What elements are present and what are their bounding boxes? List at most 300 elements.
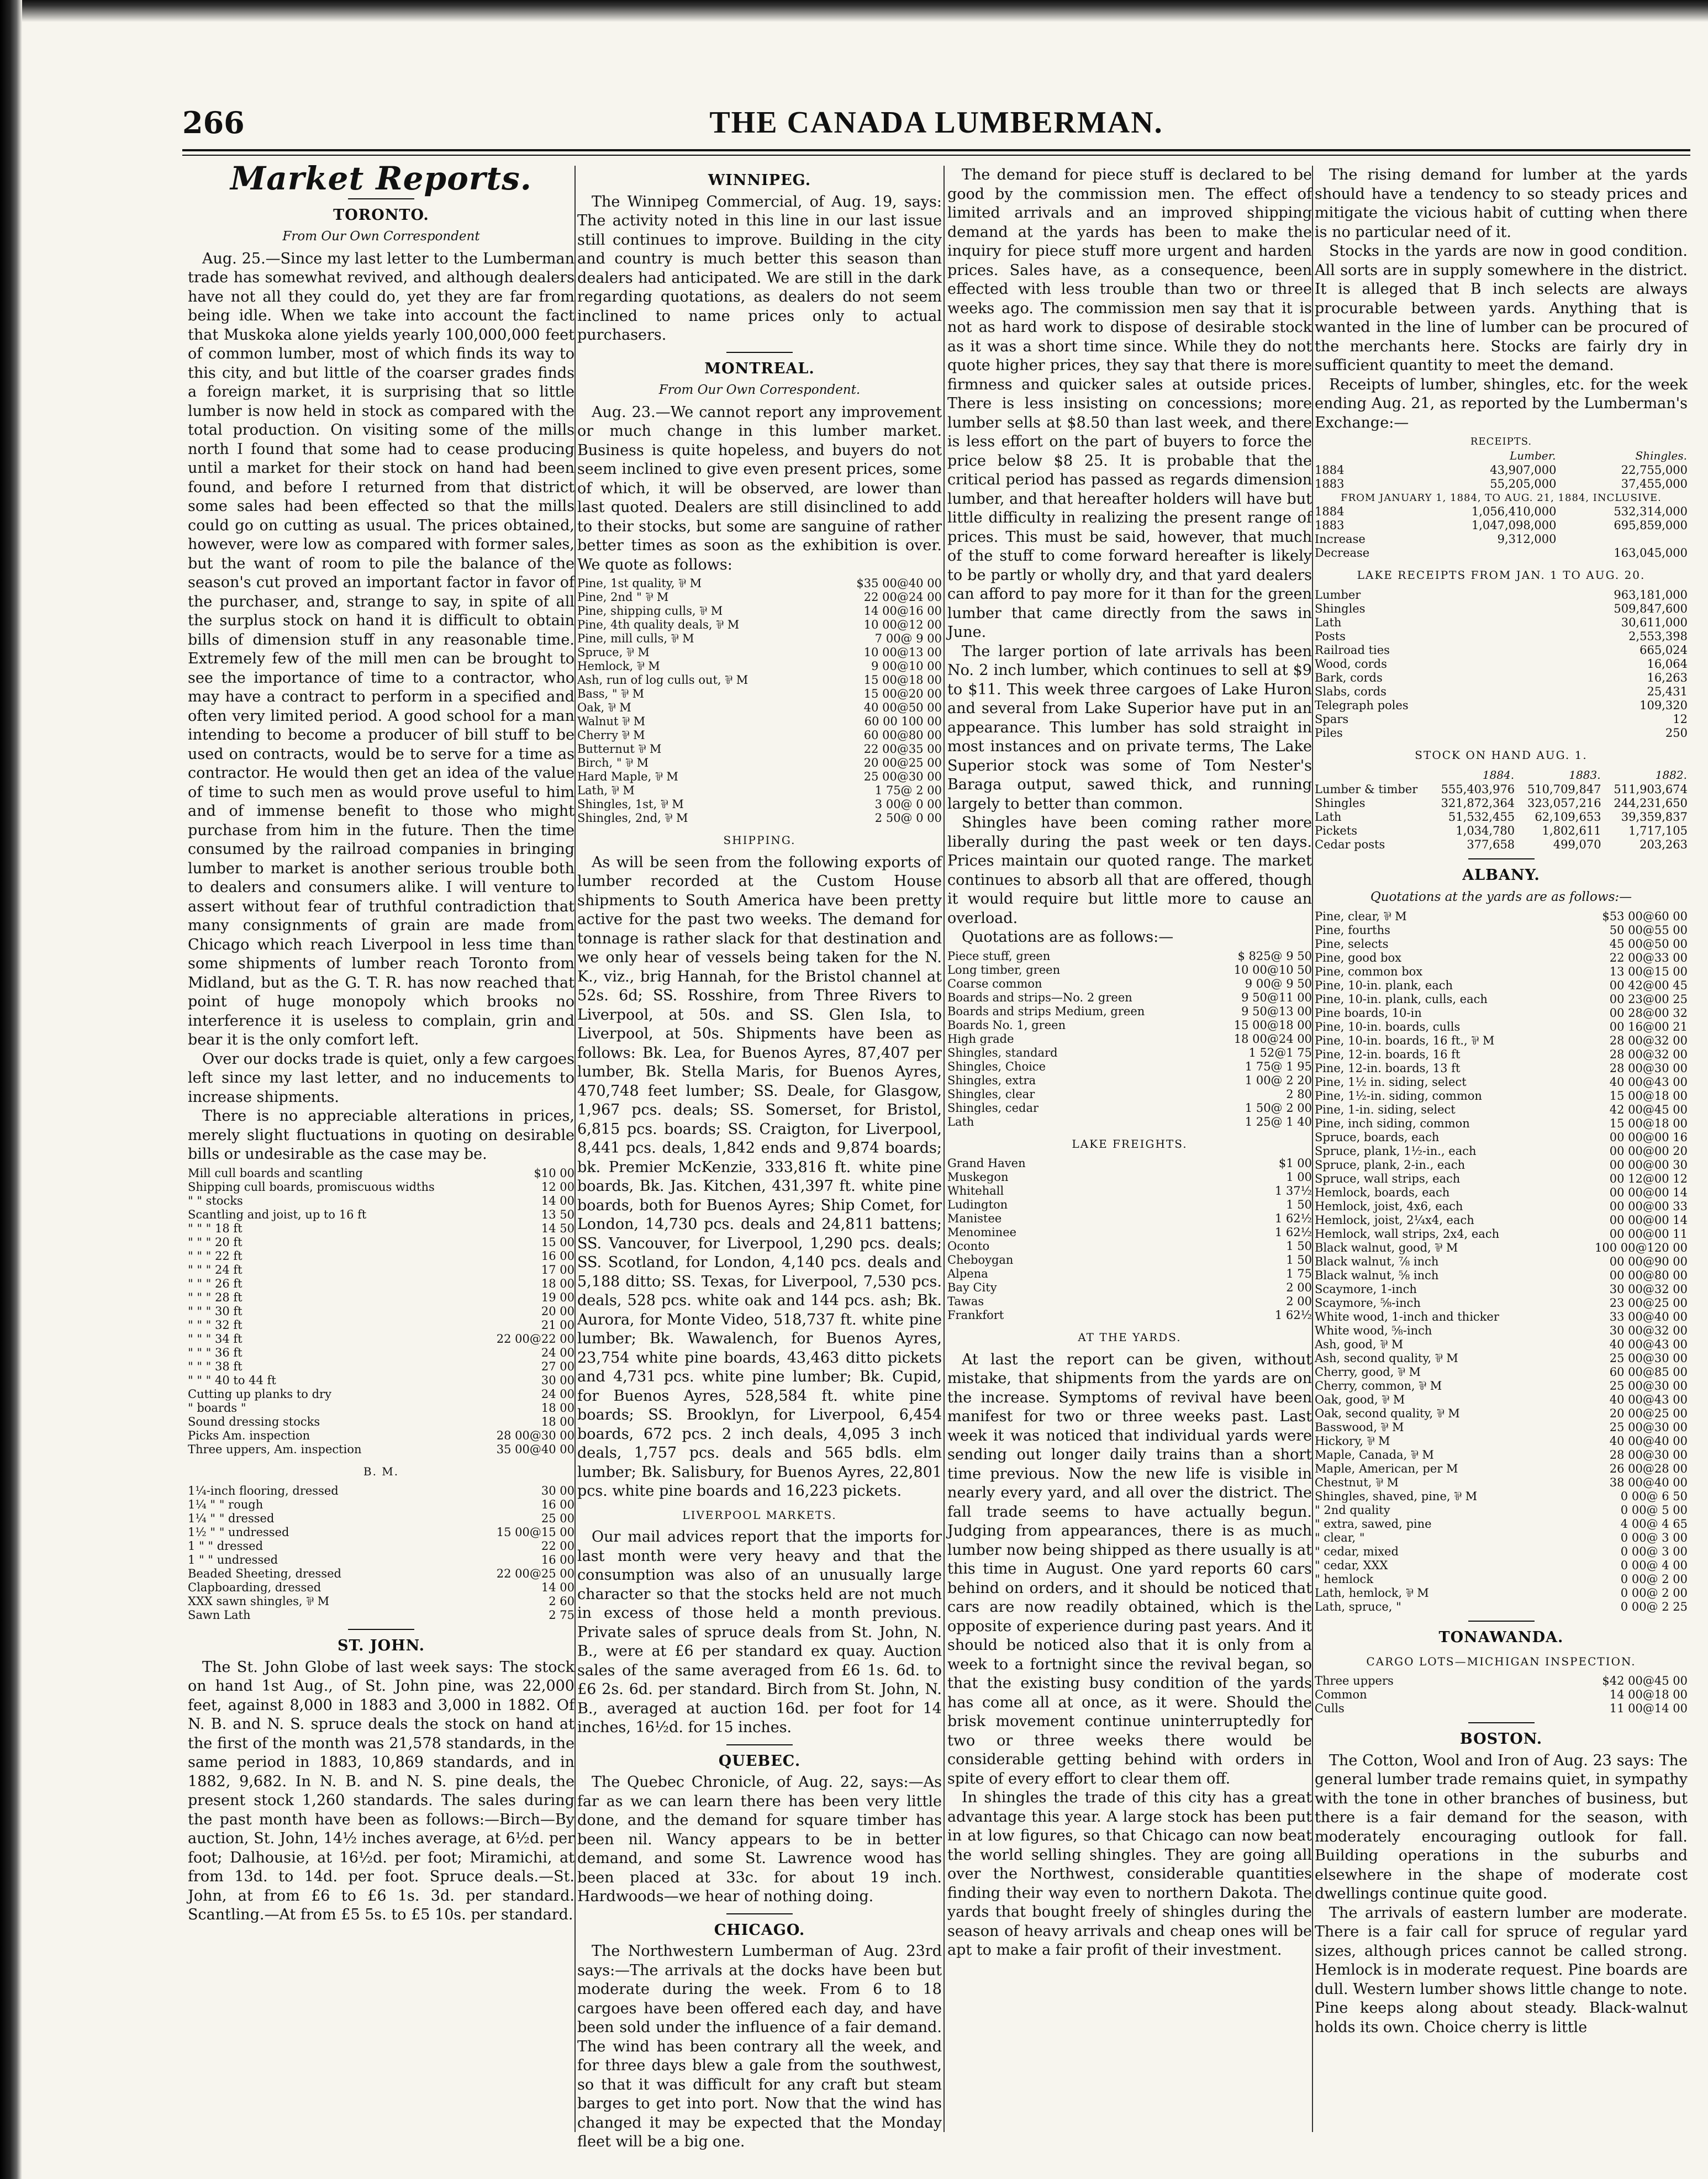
row-value: 25 00@30 00 xyxy=(1609,1421,1688,1434)
table-row xyxy=(188,1374,574,1387)
row-value: $35 00@40 00 xyxy=(856,577,942,590)
table-row xyxy=(1315,1144,1688,1158)
table-row xyxy=(1315,546,1688,560)
row-value: 22 00@24 00 xyxy=(863,590,942,604)
table-row xyxy=(1315,796,1688,810)
row-label: Cutting up planks to dry xyxy=(188,1387,331,1401)
receipts-heading xyxy=(1315,435,1688,449)
article-paragraph: The arrivals of eastern lumber are moderate. There is a fair call for spruce of regular yard sizes, although prices cannot be called strong. Hemlock is in moderate request. Pine boards are dull. Western lumber shows little change to note. Pine keeps along about steady. Black-walnut holds its own. Choice cherry is little xyxy=(1315,1904,1688,2036)
table-row xyxy=(947,1019,1312,1032)
row-value: 13 50 xyxy=(541,1207,574,1221)
row-label: Common xyxy=(1315,1688,1367,1701)
divider xyxy=(1468,1621,1535,1622)
row-value: 2 60 xyxy=(549,1595,574,1608)
table-row xyxy=(188,1180,574,1194)
table-row xyxy=(188,1401,574,1415)
row-value: 1 62½ xyxy=(1274,1226,1312,1239)
row-value: 9 50@13 00 xyxy=(1241,1004,1312,1018)
row-label: Beaded Sheeting, dressed xyxy=(188,1567,341,1580)
row-value: 2 00 xyxy=(1286,1295,1312,1308)
row-value: 0 00@ 3 00 xyxy=(1620,1545,1688,1558)
row-label: Muskegon xyxy=(947,1170,1009,1184)
row-label: " " " 36 ft xyxy=(188,1346,243,1359)
row-value: 100 00@120 00 xyxy=(1595,1241,1688,1254)
table-row xyxy=(1315,1089,1688,1103)
row-value: 0 00@ 2 00 xyxy=(1620,1586,1688,1600)
article-paragraph: Receipts of lumber, shingles, etc. for the week ending Aug. 21, as reported by the Lumberman's Exchange:— xyxy=(1315,376,1688,431)
table-row xyxy=(188,1194,574,1208)
toronto-price-table xyxy=(188,1167,574,1457)
row-label: Wood, cords xyxy=(1315,657,1387,671)
table-row xyxy=(947,1005,1312,1019)
divider xyxy=(1468,1722,1535,1723)
table-row xyxy=(1315,1034,1688,1048)
row-value: 00 00@00 16 xyxy=(1609,1131,1688,1144)
row-label: Pine, good box xyxy=(1315,951,1401,964)
table-row xyxy=(577,701,942,715)
row-value: 23 00@25 00 xyxy=(1609,1296,1688,1310)
table-row xyxy=(188,1277,574,1291)
divider xyxy=(726,1913,793,1914)
row-label: " " " 24 ft xyxy=(188,1263,243,1276)
row-label: Pine, common box xyxy=(1315,965,1423,978)
table-row xyxy=(1315,1545,1688,1559)
row-label: " " stocks xyxy=(188,1194,243,1207)
row-value: 40 00@43 00 xyxy=(1609,1338,1688,1351)
row-value: 9,312,000 xyxy=(1497,532,1557,546)
row-value: 50 00@55 00 xyxy=(1609,924,1688,937)
row-label: " " " 28 ft xyxy=(188,1290,243,1304)
row-value: 25 00@30 00 xyxy=(863,770,942,783)
row-value: 33 00@40 00 xyxy=(1609,1310,1688,1323)
column-2 xyxy=(577,166,942,2150)
row-value: 22 00@35 00 xyxy=(863,742,942,756)
row-value: 963,181,000 xyxy=(1614,588,1688,602)
divider xyxy=(726,1744,793,1745)
row-label: Oak, second quality, ⅌ M xyxy=(1315,1407,1460,1420)
row-label: White wood, 1-inch and thicker xyxy=(1315,1310,1499,1323)
row-label: Cedar posts xyxy=(1315,838,1385,851)
row-label: Scaymore, ⅝-inch xyxy=(1315,1296,1421,1310)
table-row xyxy=(188,1305,574,1318)
table-row xyxy=(1315,726,1688,740)
row-value: 14 00@16 00 xyxy=(863,604,942,618)
row-label: Whitehall xyxy=(947,1184,1004,1197)
row-value: 1,802,611 xyxy=(1542,824,1601,837)
row-label: Boards No. 1, green xyxy=(947,1018,1066,1032)
table-row xyxy=(947,1281,1312,1295)
table-row xyxy=(1315,1324,1688,1338)
row-label: Pine, 1st quality, ⅌ M xyxy=(577,577,702,590)
stock-header-row xyxy=(1315,768,1688,783)
row-label: Spruce, plank, 2-in., each xyxy=(1315,1158,1465,1172)
row-value: 15 00@20 00 xyxy=(863,687,942,700)
article-paragraph: The rising demand for lumber at the yards should have a tendency to so steady prices and mitigate the vicious habit of cutting when there is no particular need of it. xyxy=(1315,166,1688,241)
divider xyxy=(348,1629,414,1630)
row-value: 25 00@30 00 xyxy=(1609,1379,1688,1392)
article-paragraph: The Winnipeg Commercial, of Aug. 19, says: The activity noted in this line in our last issue still continues to improve. Building in the city and country is much better this season than dealers had anticipated. We are still in the dark regarding quotations, as dealers do not seem inclined to name prices only to actual purchasers. xyxy=(577,193,942,344)
row-label: Black walnut, good, ⅌ M xyxy=(1315,1241,1458,1254)
row-label: Shingles, extra xyxy=(947,1073,1036,1087)
row-value: 62,109,653 xyxy=(1535,810,1601,824)
row-value: 2,553,398 xyxy=(1628,629,1688,643)
row-label: Cherry, good, ⅌ M xyxy=(1315,1365,1421,1379)
row-label: " " " 20 ft xyxy=(188,1235,243,1249)
row-label: " " " 34 ft xyxy=(188,1332,243,1346)
table-row xyxy=(1315,1490,1688,1503)
row-label: Lumber & timber xyxy=(1315,783,1418,796)
table-row xyxy=(1315,519,1688,532)
row-value: 1 50@ 2 00 xyxy=(1245,1101,1312,1115)
row-value: 532,314,000 xyxy=(1614,505,1688,518)
row-value: 1 00 xyxy=(1286,1170,1312,1184)
row-label: Pine, 10-in. plank, culls, each xyxy=(1315,993,1488,1006)
row-value: 30 00 xyxy=(541,1484,574,1497)
table-row xyxy=(1315,783,1688,796)
row-label: Pine, 1½-in. siding, common xyxy=(1315,1089,1482,1102)
row-label: Shingles, shaved, pine, ⅌ M xyxy=(1315,1490,1478,1503)
table-row xyxy=(947,1032,1312,1046)
table-row xyxy=(1315,630,1688,643)
row-label: " 2nd quality xyxy=(1315,1503,1390,1517)
row-value: 2 75 xyxy=(549,1608,574,1622)
table-row xyxy=(947,977,1312,991)
row-label: Grand Haven xyxy=(947,1157,1026,1170)
table-row xyxy=(947,1309,1312,1322)
row-label: Shingles, 2nd, ⅌ M xyxy=(577,811,688,825)
row-label: 1883 xyxy=(1315,477,1345,490)
row-label: " hemlock xyxy=(1315,1573,1374,1586)
table-row xyxy=(577,604,942,618)
tonawanda-heading: TONAWANDA. xyxy=(1438,1629,1564,1646)
masthead-title: THE CANADA LUMBERMAN. xyxy=(709,105,1163,140)
article-paragraph: At last the report can be given, without mistake, that shipments from the yards are on the increase. Symptoms of revival have been manifest for two or three weeks past. Last week it was noticed that individual yards were sending out longer daily trains than a short time previous. Now the new life is visible in nearly every yard, and all over the district. The fall trade seems to have actually begun. Judging from appearances, there is as much lumber now being shipped as there usually is at this time in August. One yard reports 60 cars behind on orders, and it should be noticed that cars are now readily obtained, which is the opposite of experience during past years. And it should be noticed also that it is only from a week to a fortnight since the revival began, so that the existing busy condition of the yards has come all at once, as it were. Should the brisk movement continue uninterruptedly for two or three weeks there would be considerable getting behind with orders in spite of every effort to clear them off. xyxy=(947,1350,1312,1787)
row-value xyxy=(1406,546,1556,560)
row-label: Spruce, boards, each xyxy=(1315,1131,1440,1144)
table-row xyxy=(1315,1062,1688,1075)
table-row xyxy=(947,1212,1312,1226)
row-label: Coarse common xyxy=(947,977,1042,990)
row-value: 13 00@15 00 xyxy=(1609,965,1688,978)
row-value: 30,611,000 xyxy=(1621,615,1688,629)
row-value: 11 00@14 00 xyxy=(1609,1702,1688,1715)
row-label: Sound dressing stocks xyxy=(188,1415,320,1428)
table-row xyxy=(188,1539,574,1553)
row-label: Three uppers, Am. inspection xyxy=(188,1442,362,1456)
table-row xyxy=(188,1208,574,1222)
table-row xyxy=(577,784,942,798)
table-row xyxy=(947,1088,1312,1101)
row-value: 12 xyxy=(1673,712,1688,726)
row-label: Cheboygan xyxy=(947,1253,1014,1267)
table-row xyxy=(188,1443,574,1457)
table-row xyxy=(1315,532,1688,546)
table-row xyxy=(947,1184,1312,1198)
winnipeg-heading: WINNIPEG. xyxy=(708,172,811,189)
table-row xyxy=(577,646,942,659)
row-value: 15 00 xyxy=(541,1235,574,1249)
albany-heading: ALBANY. xyxy=(1462,867,1540,884)
row-value: 665,024 xyxy=(1640,643,1688,657)
row-label: Lath xyxy=(1315,810,1342,824)
table-row xyxy=(1315,1600,1688,1614)
row-label: " " " 26 ft xyxy=(188,1276,243,1290)
table-row xyxy=(947,1239,1312,1253)
row-value: 22 00@22 00 xyxy=(496,1332,574,1346)
row-value: 15 00@18 00 xyxy=(1609,1117,1688,1130)
column-4 xyxy=(1315,166,1688,2132)
row-value: 00 00@00 14 xyxy=(1609,1186,1688,1199)
row-value: $42 00@45 00 xyxy=(1602,1674,1688,1687)
row-label: Pine, inch siding, common xyxy=(1315,1117,1470,1130)
row-label: Frankfort xyxy=(947,1309,1004,1322)
table-row xyxy=(947,1295,1312,1309)
montreal-byline: From Our Own Correspondent. xyxy=(658,383,861,397)
row-label: " " " 22 ft xyxy=(188,1249,243,1263)
row-label: Culls xyxy=(1315,1702,1345,1715)
quebec-heading: QUEBEC. xyxy=(718,1752,801,1770)
column-header: Lumber. xyxy=(1509,449,1556,462)
table-row xyxy=(188,1595,574,1608)
table-row xyxy=(1315,1365,1688,1379)
row-value: 163,045,000 xyxy=(1614,546,1688,560)
row-value: 27 00 xyxy=(541,1359,574,1373)
row-value: 511,903,674 xyxy=(1614,783,1688,796)
row-value: 30 00 xyxy=(541,1373,574,1387)
row-value: 25 00 xyxy=(541,1512,574,1525)
row-label: Lath, ⅌ M xyxy=(577,784,635,797)
section-title: Market Reports. xyxy=(230,160,532,197)
table-row xyxy=(577,756,942,770)
table-row xyxy=(1315,937,1688,951)
row-label: 1¼-inch flooring, dressed xyxy=(188,1484,339,1497)
row-value: 1 50 xyxy=(1286,1239,1312,1253)
row-value: 377,658 xyxy=(1467,838,1515,851)
row-value: $ 825@ 9 50 xyxy=(1237,949,1312,963)
table-row xyxy=(188,1498,574,1512)
column-header xyxy=(1315,449,1406,463)
table-row xyxy=(1315,1393,1688,1407)
row-value: 15 00@18 00 xyxy=(863,673,942,687)
row-value: 24 00 xyxy=(541,1387,574,1401)
table-row xyxy=(947,1101,1312,1115)
row-value: 24 00 xyxy=(541,1346,574,1359)
table-row xyxy=(947,1198,1312,1212)
table-row xyxy=(1315,1559,1688,1573)
page-number: 266 xyxy=(182,105,245,140)
row-value: 16,064 xyxy=(1647,657,1688,671)
table-row xyxy=(1315,588,1688,602)
row-label: Ash, second quality, ⅌ M xyxy=(1315,1352,1458,1365)
row-label: Oconto xyxy=(947,1239,990,1253)
row-label: Shingles xyxy=(1315,602,1366,615)
row-value: 15 00@18 00 xyxy=(1233,1018,1312,1032)
row-label: Posts xyxy=(1315,629,1346,643)
table-row xyxy=(1315,657,1688,671)
table-row xyxy=(577,577,942,590)
row-value: 19 00 xyxy=(541,1290,574,1304)
row-label: Pine, 2nd " ⅌ M xyxy=(577,590,669,604)
row-label: Oak, ⅌ M xyxy=(577,701,631,714)
table-row xyxy=(577,798,942,811)
row-label: Ash, good, ⅌ M xyxy=(1315,1338,1404,1351)
table-row xyxy=(188,1429,574,1443)
row-label: Shingles, standard xyxy=(947,1046,1058,1059)
row-value: 25 00@30 00 xyxy=(1609,1352,1688,1365)
table-row xyxy=(1315,1407,1688,1421)
row-label: Hickory, ⅌ M xyxy=(1315,1434,1390,1448)
row-label: Spruce, plank, 1½-in., each xyxy=(1315,1144,1477,1158)
row-label: Pine, 1½ in. siding, select xyxy=(1315,1075,1467,1089)
table-row xyxy=(947,991,1312,1005)
row-value: 1 50 xyxy=(1286,1198,1312,1211)
table-row xyxy=(1315,1172,1688,1186)
row-label: Menominee xyxy=(947,1226,1017,1239)
row-value: 18 00@24 00 xyxy=(1233,1032,1312,1046)
row-value: 20 00@25 00 xyxy=(863,756,942,769)
row-value: 42 00@45 00 xyxy=(1609,1103,1688,1116)
table-row xyxy=(577,659,942,673)
table-row xyxy=(188,1512,574,1526)
table-row xyxy=(577,715,942,729)
row-label: Pine, clear, ⅌ M xyxy=(1315,910,1407,923)
table-row xyxy=(577,618,942,632)
row-value: 0 00@ 2 00 xyxy=(1620,1573,1688,1586)
row-value: 0 00@ 5 00 xyxy=(1620,1503,1688,1517)
row-label: Pine boards, 10-in xyxy=(1315,1006,1422,1020)
table-row xyxy=(1315,1531,1688,1545)
row-value: 695,859,000 xyxy=(1614,519,1688,532)
row-value: 28 00@30 00 xyxy=(1609,1062,1688,1075)
table-row xyxy=(947,1046,1312,1060)
table-row xyxy=(1315,1379,1688,1393)
table-row xyxy=(577,742,942,756)
table-row xyxy=(1315,1338,1688,1352)
row-label: Hemlock, joist, 4x6, each xyxy=(1315,1200,1463,1213)
column-header: 1882. xyxy=(1655,768,1687,782)
row-value: 22 00@33 00 xyxy=(1609,951,1688,964)
table-row xyxy=(1315,1310,1688,1324)
row-value: $10 00 xyxy=(534,1166,574,1180)
row-value: 509,847,600 xyxy=(1614,602,1688,615)
table-row xyxy=(188,1236,574,1249)
row-label: Ludington xyxy=(947,1198,1008,1211)
row-value: 20 00 xyxy=(541,1304,574,1318)
row-value: 16 00 xyxy=(541,1553,574,1566)
row-value: 9 00@10 00 xyxy=(871,659,942,673)
table-row xyxy=(1315,1227,1688,1241)
table-row xyxy=(1315,965,1688,979)
row-label: 1¼ " " dressed xyxy=(188,1512,275,1525)
toronto-byline: From Our Own Correspondent xyxy=(282,229,480,244)
row-value: 60 00@80 00 xyxy=(863,729,942,742)
row-value: 43,907,000 xyxy=(1490,463,1557,477)
row-value: 15 00@18 00 xyxy=(1609,1089,1688,1102)
table-row xyxy=(1315,1573,1688,1586)
row-label: 1883 xyxy=(1315,519,1345,532)
row-value: 323,057,216 xyxy=(1527,796,1601,810)
row-value: 00 00@90 00 xyxy=(1609,1255,1688,1268)
table-row xyxy=(1315,505,1688,519)
yards-heading: AT THE YARDS. xyxy=(1078,1331,1182,1344)
table-row xyxy=(188,1263,574,1277)
shipping-heading: SHIPPING. xyxy=(723,833,796,847)
table-row xyxy=(1315,951,1688,965)
row-label: Pine, 12-in. boards, 13 ft xyxy=(1315,1062,1461,1075)
row-value: 00 00@00 14 xyxy=(1609,1214,1688,1227)
table-row xyxy=(947,963,1312,977)
divider xyxy=(348,198,414,199)
row-value: 1,047,098,000 xyxy=(1471,519,1557,532)
row-value: 18 00 xyxy=(541,1415,574,1428)
row-label: Long timber, green xyxy=(947,963,1061,977)
table-row xyxy=(1315,713,1688,726)
row-value: 40 00@43 00 xyxy=(1609,1393,1688,1406)
table-row xyxy=(1315,924,1688,937)
table-row xyxy=(577,687,942,701)
row-value: 9 50@11 00 xyxy=(1241,990,1312,1004)
row-value: 28 00@32 00 xyxy=(1609,1034,1688,1047)
table-row xyxy=(1315,1241,1688,1255)
table-row xyxy=(1315,1503,1688,1517)
table-row xyxy=(1315,1296,1688,1310)
row-label: Birch, " ⅌ M xyxy=(577,756,649,769)
row-value: 0 00@ 3 00 xyxy=(1620,1531,1688,1544)
row-value: 3 00@ 0 00 xyxy=(874,798,942,811)
row-value: 00 28@00 32 xyxy=(1609,1006,1688,1020)
table-row xyxy=(1315,1131,1688,1144)
table-row xyxy=(188,1387,574,1401)
row-value: 10 00@12 00 xyxy=(863,618,942,631)
row-label: Sawn Lath xyxy=(188,1608,251,1622)
row-value: 510,709,847 xyxy=(1527,783,1601,796)
row-label: Tawas xyxy=(947,1295,984,1308)
row-value: 22 00@25 00 xyxy=(496,1567,574,1580)
table-row xyxy=(947,1115,1312,1129)
table-row xyxy=(1315,1462,1688,1476)
row-label: Shingles, Choice xyxy=(947,1059,1046,1073)
row-value: 1 50 xyxy=(1286,1253,1312,1267)
row-value: 0 00@ 4 00 xyxy=(1620,1559,1688,1572)
row-label: Butternut ⅌ M xyxy=(577,742,662,756)
article-paragraph: Aug. 23.—We cannot report any improvement or much change in this lumber market. Business is quite hopeless, and buyers do not seem inclined to give even present prices, some of which, it will be observed, are lower than last quoted. Dealers are still disinclined to add to their stocks, but some are sanguine of rather better times as soon as the exhibition is over. We quote as follows: xyxy=(577,403,942,573)
table-row xyxy=(1315,685,1688,699)
row-value: 10 00@10 50 xyxy=(1233,963,1312,977)
row-value: 25,431 xyxy=(1647,684,1688,698)
table-row xyxy=(1315,1103,1688,1117)
row-value: 1,056,410,000 xyxy=(1471,505,1557,518)
receipts-heading-text: RECEIPTS. xyxy=(1470,436,1532,447)
row-label: " clear, " xyxy=(1315,1531,1365,1544)
bm-label: B. M. xyxy=(363,1464,399,1478)
table-row xyxy=(188,1249,574,1263)
row-value: 22,755,000 xyxy=(1621,463,1688,477)
row-value: 28 00@30 00 xyxy=(1609,1448,1688,1462)
table-row xyxy=(577,770,942,784)
row-value: 0 00@ 6 50 xyxy=(1620,1490,1688,1503)
row-value: 2 00 xyxy=(1286,1281,1312,1294)
table-row xyxy=(947,1253,1312,1267)
article-paragraph: The Cotton, Wool and Iron of Aug. 23 says: The general lumber trade remains quiet, in sympathy with the tone in other branches of business, but there is a fair demand for the season, with moderately encouraging outlook for fall. Building operations in the suburbs and elsewhere in the shape of moderate cost dwellings continue quite good. xyxy=(1315,1751,1688,1902)
table-row xyxy=(1315,1476,1688,1490)
table-row xyxy=(1315,993,1688,1006)
table-row xyxy=(1315,477,1688,491)
row-label: Bass, " ⅌ M xyxy=(577,687,645,700)
table-row xyxy=(1315,979,1688,993)
row-label: 1½ " " undressed xyxy=(188,1526,289,1539)
row-label: Shingles xyxy=(1315,796,1366,810)
row-label: Ash, run of log culls out, ⅌ M xyxy=(577,673,748,687)
